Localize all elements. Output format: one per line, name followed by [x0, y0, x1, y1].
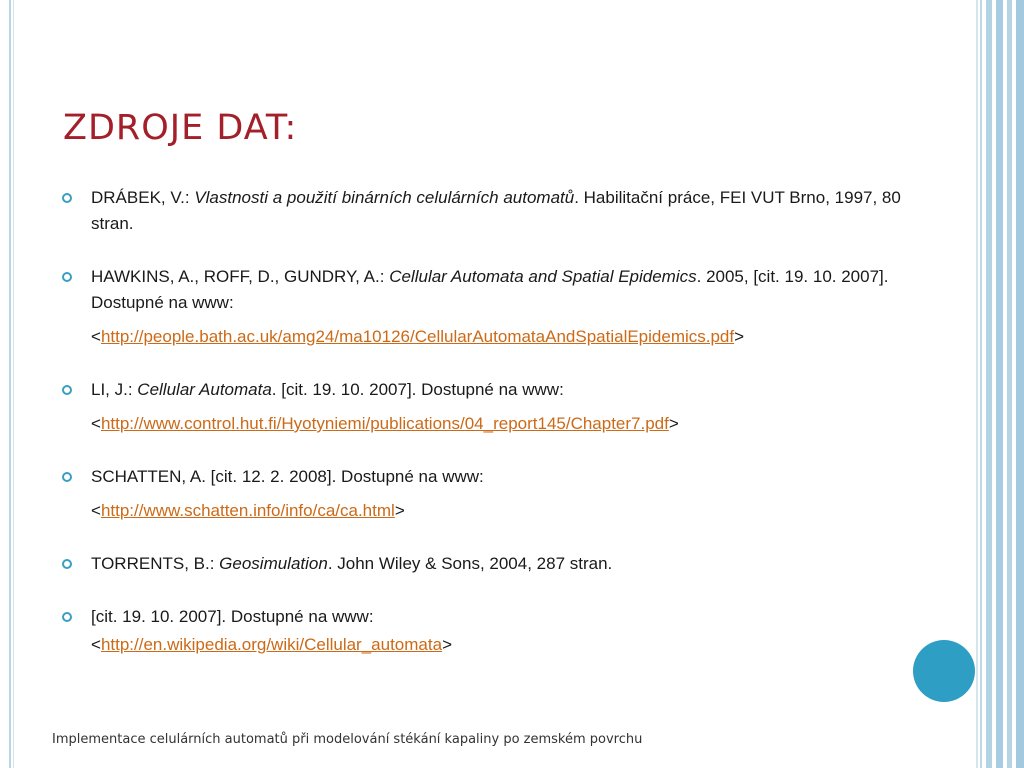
reference-title: Cellular Automata and Spatial Epidemics — [389, 267, 697, 286]
slide-footer: Implementace celulárních automatů při modelování stékání kapaliny po zemském povrchu — [52, 732, 643, 747]
reference-link[interactable]: http://www.control.hut.fi/Hyotyniemi/publications/04_report145/Chapter7.pdf — [100, 414, 669, 433]
reference-title: Cellular Automata — [137, 380, 272, 399]
reference-author: SCHATTEN, A. [cit. 12. 2. 2008]. Dostupné na www: — [91, 467, 484, 486]
reference-title: Geosimulation — [219, 554, 328, 573]
reference-author: LI, J.: — [91, 380, 138, 399]
reference-link[interactable]: http://people.bath.ac.uk/amg24/ma10126/CellularAutomataAndSpatialEpidemics.pdf — [100, 327, 735, 346]
reference-author: [cit. 19. 10. 2007]. Dostupné na www: — [91, 607, 374, 626]
left-border-line-inner — [13, 0, 14, 768]
reference-item — [62, 464, 942, 524]
reference-title: Vlastnosti a použití binárních celulárních automatů — [194, 188, 575, 207]
reference-link[interactable]: http://en.wikipedia.org/wiki/Cellular_automata — [100, 635, 443, 654]
reference-item — [62, 185, 942, 237]
reference-details: . John Wiley & Sons, 2004, 287 stran. — [327, 554, 613, 573]
reference-details: . [cit. 19. 10. 2007]. Dostupné na www: — [271, 380, 564, 399]
left-border-line — [9, 0, 11, 768]
reference-item — [62, 377, 942, 437]
reference-url-line: <http://www.control.hut.fi/Hyotyniemi/publications/04_report145/Chapter7.pdf> — [91, 414, 679, 433]
reference-url-line: <http://www.schatten.info/info/ca/ca.html> — [91, 501, 405, 520]
slide-title: ZDROJE DAT: — [63, 108, 298, 148]
reference-author: TORRENTS, B.: — [91, 554, 220, 573]
ring-bullet-icon — [62, 385, 72, 395]
reference-url-line: <http://en.wikipedia.org/wiki/Cellular_automata> — [91, 635, 452, 654]
ring-bullet-icon — [62, 272, 72, 282]
reference-item — [62, 551, 942, 577]
ring-bullet-icon — [62, 612, 72, 622]
reference-url-line: <http://people.bath.ac.uk/amg24/ma10126/CellularAutomataAndSpatialEpidemics.pdf> — [91, 327, 745, 346]
right-decorative-stripes — [976, 0, 1024, 768]
reference-details: . 2005, [cit. 19. 10. 2007]. Dostupné na www: — [91, 267, 889, 312]
reference-author: HAWKINS, A., ROFF, D., GUNDRY, A.: — [91, 267, 390, 286]
reference-item — [62, 264, 942, 350]
ring-bullet-icon — [62, 472, 72, 482]
reference-list — [62, 185, 942, 658]
reference-details: . Habilitační práce, FEI VUT Brno, 1997, 80 stran. — [91, 188, 901, 233]
reference-author: DRÁBEK, V.: — [91, 188, 195, 207]
ring-bullet-icon — [62, 193, 72, 203]
reference-link[interactable]: http://www.schatten.info/info/ca/ca.html — [100, 501, 395, 520]
reference-item — [62, 604, 942, 658]
decorative-circle — [913, 640, 975, 702]
ring-bullet-icon — [62, 559, 72, 569]
